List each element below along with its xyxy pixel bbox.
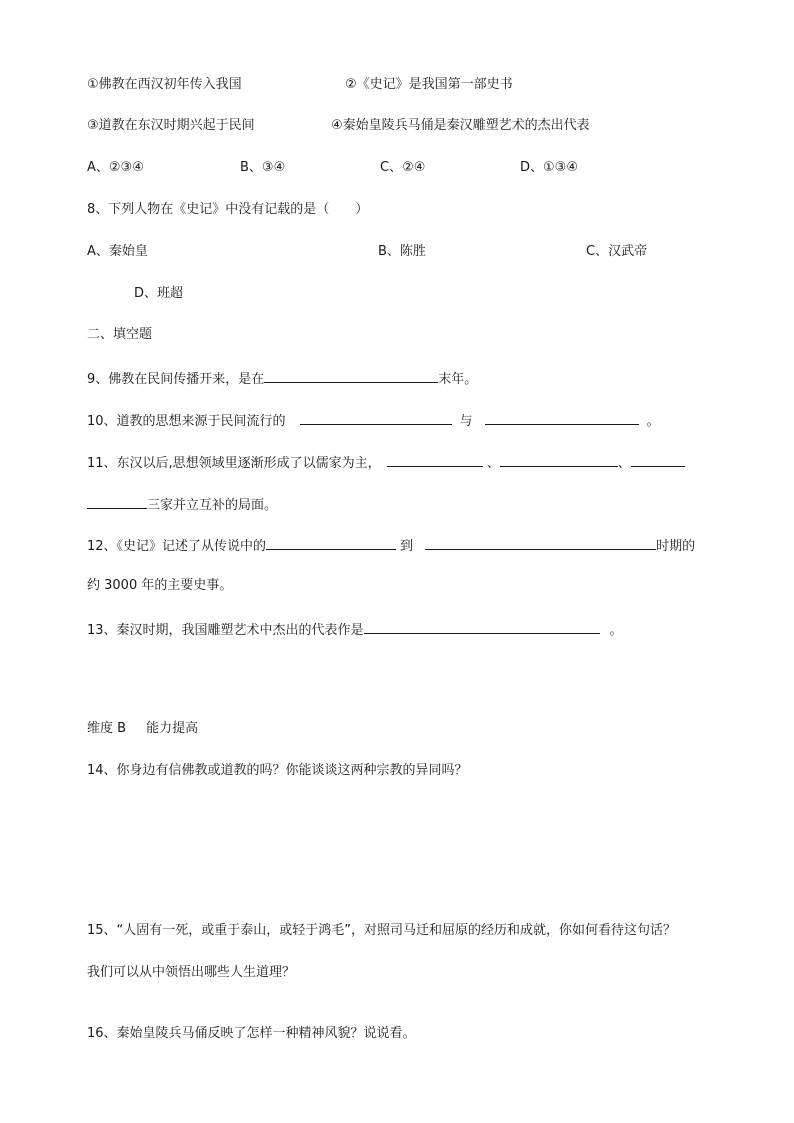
q10-prefix: 10、道教的思想来源于民间流行的 (87, 414, 286, 429)
q13-suffix: 。 (609, 623, 623, 638)
statement-1: ①佛教在西汉初年传入我国 (87, 77, 242, 92)
q11-sep-1: 、 (486, 456, 500, 471)
q14: 14、你身边有信佛教或道教的吗？你能谈谈这两种宗教的异同吗？ (87, 763, 468, 778)
statement-4: ④秦始皇陵兵马俑是秦汉雕塑艺术的杰出代表 (331, 118, 590, 133)
q9 (87, 368, 477, 389)
q12-line-2: 约 3000 年的主要史事。 (87, 578, 233, 593)
q12-blank-2[interactable] (425, 535, 656, 550)
q9-blank[interactable] (264, 368, 438, 383)
section-2-title: 二、填空题 (87, 327, 153, 342)
q11-line-2 (87, 494, 277, 515)
q7-option-b[interactable]: B、③④ (240, 160, 286, 175)
statement-3: ③道教在东汉时期兴起于民间 (87, 118, 255, 133)
q12-prefix: 12、《史记》记述了从传说中的 (87, 539, 267, 554)
q8-stem: 8、下列人物在《史记》中没有记载的是（ ） (87, 202, 369, 217)
q11-blank-2[interactable] (500, 452, 618, 467)
q11-sep-2: 、 (617, 456, 631, 471)
q16: 16、秦始皇陵兵马俑反映了怎样一种精神风貌？说说看。 (87, 1026, 416, 1041)
q7-option-d[interactable]: D、①③④ (520, 160, 578, 175)
q12-mid: 到 (400, 539, 414, 554)
level-b-label: 维度 B (87, 721, 127, 736)
q8-option-b[interactable]: B、陈胜 (378, 244, 426, 259)
q11-blank-1[interactable] (387, 452, 483, 467)
q12-blank-1[interactable] (266, 535, 396, 550)
q13-prefix: 13、秦汉时期，我国雕塑艺术中杰出的代表作是 (87, 623, 364, 638)
q10-blank-1[interactable] (300, 410, 452, 425)
q8-option-d[interactable]: D、班超 (134, 286, 184, 301)
q12-suffix: 时期的 (656, 539, 696, 554)
q10-mid: 与 (459, 414, 473, 429)
q11-blank-3a[interactable] (631, 452, 685, 467)
statement-2: ②《史记》是我国第一部史书 (345, 77, 513, 92)
q10-blank-2[interactable] (485, 410, 639, 425)
level-b-heading (87, 720, 198, 738)
q15-line-1: 15、“人固有一死，或重于泰山，或轻于鸿毛”，对照司马迁和屈原的经历和成就，你如何看待这句话？ (87, 923, 677, 938)
q11-blank-3b[interactable] (87, 494, 147, 509)
q11-prefix: 11、东汉以后,思想领域里逐渐形成了以儒家为主， (87, 456, 381, 471)
q11-suffix: 三家并立互补的局面。 (147, 498, 278, 513)
q7-option-a[interactable]: A、②③④ (87, 160, 144, 175)
q15-line-2: 我们可以从中领悟出哪些人生道理？ (87, 965, 296, 980)
q13-blank[interactable] (364, 619, 600, 634)
q7-option-c[interactable]: C、②④ (380, 160, 426, 175)
level-b-title: 能力提高 (146, 721, 199, 736)
q10 (87, 410, 660, 431)
q11-line-1 (87, 452, 685, 473)
q13 (87, 619, 623, 640)
q9-suffix: 末年。 (438, 372, 478, 387)
q9-prefix: 9、佛教在民间传播开来，是在 (87, 372, 265, 387)
q8-option-c[interactable]: C、汉武帝 (586, 244, 648, 259)
q12-line-1 (87, 535, 695, 556)
q10-suffix: 。 (646, 414, 660, 429)
q8-option-a[interactable]: A、秦始皇 (87, 244, 148, 259)
